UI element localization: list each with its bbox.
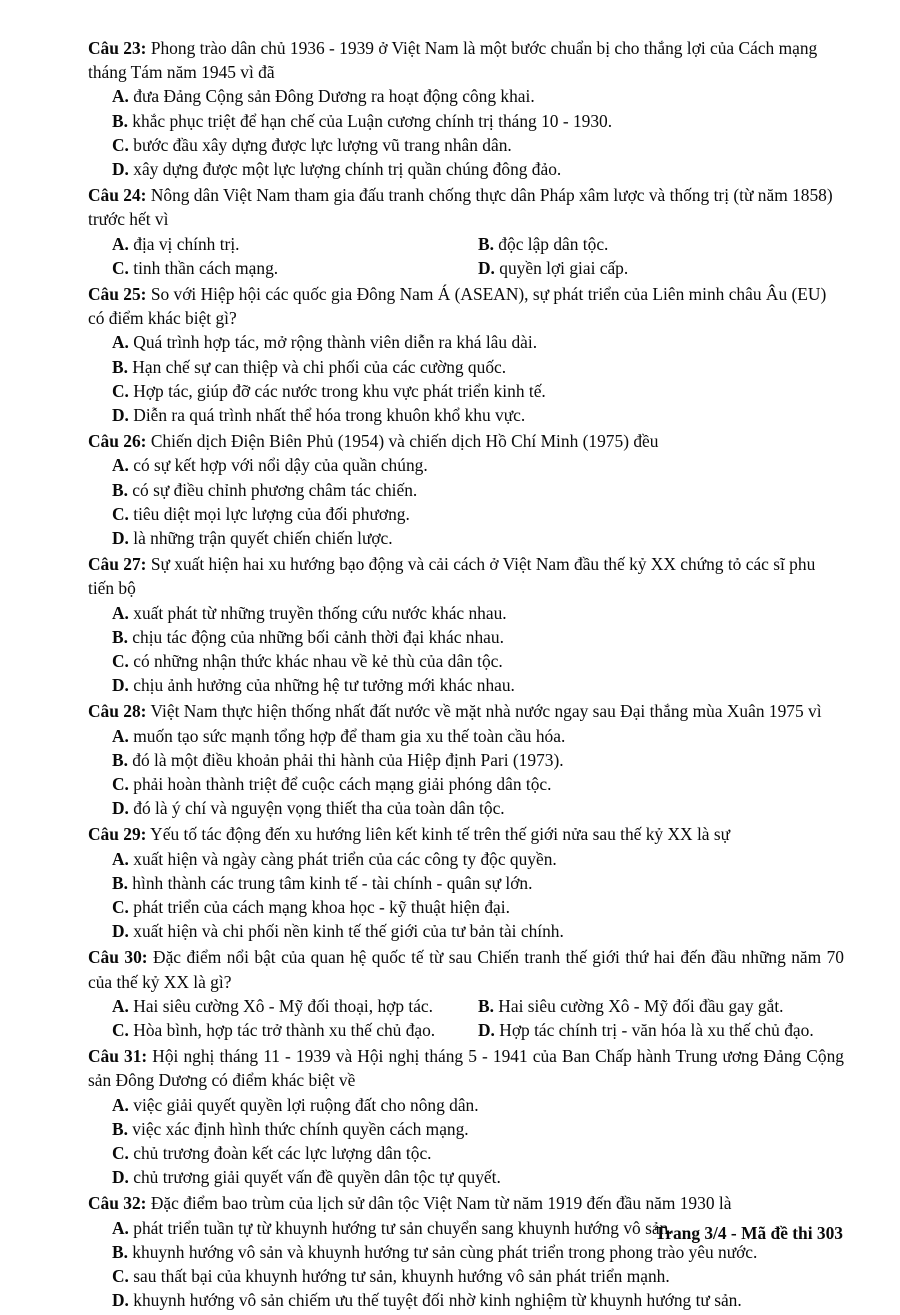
option-letter: A. [112,332,129,353]
answer-option[interactable] [112,478,844,502]
option-text: phát triển của cách mạng khoa học - kỹ thuật hiện đại. [128,897,510,918]
answer-option[interactable] [112,919,844,943]
answer-option[interactable] [112,526,844,550]
question-number: Câu 24: [88,185,147,206]
option-text: xây dựng được một lực lượng chính trị quần chúng đông đảo. [128,159,562,180]
answer-option[interactable] [112,895,844,919]
answer-option[interactable] [112,84,844,108]
option-row [88,232,844,256]
answer-option[interactable] [112,379,844,403]
option-text: việc xác định hình thức chính quyền cách mạng. [127,1118,469,1139]
option-letter: A. [112,1094,129,1115]
option-list [88,847,844,944]
question-number: Câu 25: [88,284,147,304]
option-text: chủ trương đoàn kết các lực lượng dân tộc. [128,1143,432,1164]
option-letter: C. [112,651,129,672]
question-number: Câu 27: [88,554,147,575]
question-stem [88,552,844,600]
answer-option[interactable] [112,502,844,526]
option-text: độc lập dân tộc. [493,233,609,254]
option-list [88,330,844,427]
answer-option[interactable] [112,1288,844,1312]
option-letter: C. [112,257,129,278]
page-footer: Trang 3/4 - Mã đề thi 303 [654,1223,843,1243]
option-text: khuynh hướng vô sản và khuynh hướng tư sản cùng phát triển trong phong trào yêu nước. [127,1241,758,1262]
option-text: khắc phục triệt để hạn chế của Luận cương chính trị tháng 10 - 1930. [127,110,613,131]
question-stem [88,36,844,84]
option-letter: C. [112,1266,129,1287]
option-text: Quá trình hợp tác, mở rộng thành viên diễn ra khá lâu dài. [128,332,538,353]
option-letter: D. [478,257,495,278]
option-letter: C. [112,1143,129,1164]
option-letter: C. [112,380,129,401]
answer-option[interactable] [112,232,240,256]
question-text: So với Hiệp hội các quốc gia Đông Nam Á (ASEAN), sự phát triển của Liên minh châu Âu (EU) có điểm khác biệt gì? [88,284,827,329]
option-row [88,1018,844,1042]
option-list [88,232,844,280]
question-stem [88,429,844,453]
question-number: Câu 30: [88,947,148,968]
option-text: địa vị chính trị. [128,233,240,254]
option-text: Hợp tác chính trị - văn hóa là xu thế chủ đạo. [494,1020,814,1041]
answer-option[interactable] [112,256,278,280]
option-letter: B. [112,749,128,770]
option-text: đưa Đảng Cộng sản Đông Dương ra hoạt động công khai. [128,86,535,107]
option-letter: B. [112,1241,128,1262]
option-letter: D. [112,159,129,180]
answer-option[interactable] [478,994,784,1018]
option-letter: C. [112,774,129,795]
option-letter: D. [112,921,129,942]
option-letter: D. [478,1020,495,1041]
question-text: Việt Nam thực hiện thống nhất đất nước về mặt nhà nước ngay sau Đại thắng mùa Xuân 1975 vì [146,701,822,722]
option-letter: B. [112,356,128,377]
answer-option[interactable] [112,133,844,157]
question-block [88,822,844,943]
answer-option[interactable] [112,403,844,427]
answer-option[interactable] [112,796,844,820]
option-text: chịu tác động của những bối cảnh thời đại khác nhau. [127,626,504,647]
question-block [88,552,844,697]
option-row [88,256,844,280]
option-text: tinh thần cách mạng. [128,257,279,278]
question-block [88,429,844,550]
answer-option[interactable] [112,1117,844,1141]
question-text: Đặc điểm nổi bật của quan hệ quốc tế từ sau Chiến tranh thế giới thứ hai đến đầu những năm 70 của thế kỷ XX là gì? [88,947,845,992]
question-block [88,945,844,1042]
question-number: Câu 29: [88,824,147,845]
question-block [88,1044,844,1189]
question-text: Nông dân Việt Nam tham gia đấu tranh chống thực dân Pháp xâm lược và thống trị (từ năm 1858) trước hết vì [88,185,833,230]
question-text: Đặc điểm bao trùm của lịch sử dân tộc Việt Nam từ năm 1919 đến đầu năm 1930 là [146,1193,732,1214]
answer-option[interactable] [112,453,844,477]
question-text: Sự xuất hiện hai xu hướng bạo động và cải cách ở Việt Nam đầu thế kỷ XX chứng tỏ các sĩ phu tiến bộ [88,554,816,599]
option-text: có sự kết hợp với nổi dậy của quần chúng. [128,455,428,476]
option-text: có những nhận thức khác nhau về kẻ thù của dân tộc. [128,651,503,672]
answer-option[interactable] [112,157,844,181]
option-text: tiêu diệt mọi lực lượng của đối phương. [128,503,410,524]
option-letter: C. [112,134,129,155]
option-letter: B. [478,995,494,1016]
question-stem [88,699,844,723]
answer-option[interactable] [112,724,844,748]
option-list [88,601,844,698]
option-text: là những trận quyết chiến chiến lược. [128,528,393,549]
option-text: có sự điều chỉnh phương châm tác chiến. [127,479,418,500]
question-block [88,36,844,181]
option-list [88,724,844,821]
option-letter: A. [112,995,129,1016]
question-number: Câu 32: [88,1193,147,1214]
option-text: Hai siêu cường Xô - Mỹ đối đầu gay gắt. [493,995,784,1016]
answer-option[interactable] [112,1018,435,1042]
option-letter: D. [112,675,129,696]
option-letter: A. [112,455,129,476]
question-block [88,183,844,280]
question-block [88,282,844,427]
option-text: Hợp tác, giúp đỡ các nước trong khu vực phát triển kinh tế. [128,380,546,401]
question-stem [88,282,844,330]
option-text: phải hoàn thành triệt để cuộc cách mạng giải phóng dân tộc. [128,774,552,795]
option-letter: C. [112,503,129,524]
option-text: hình thành các trung tâm kinh tế - tài chính - quân sự lớn. [127,872,533,893]
question-text: Hội nghị tháng 11 - 1939 và Hội nghị tháng 5 - 1941 của Ban Chấp hành Trung ương Đảng Cộng sản Đông Dương có điểm khác biệt về [88,1046,844,1091]
option-text: bước đầu xây dựng được lực lượng vũ trang nhân dân. [128,134,512,155]
option-letter: A. [112,86,129,107]
option-text: sau thất bại của khuynh hướng tư sản, khuynh hướng vô sản phát triển mạnh. [128,1266,670,1287]
answer-option[interactable] [112,625,844,649]
answer-option[interactable] [112,1264,844,1288]
question-stem [88,945,844,993]
option-letter: A. [112,233,129,254]
question-number: Câu 28: [88,701,147,722]
option-letter: D. [112,528,129,549]
question-number: Câu 23: [88,38,147,58]
option-letter: B. [112,872,128,893]
answer-option[interactable] [112,1141,844,1165]
option-list [88,453,844,550]
question-stem [88,822,844,846]
question-number: Câu 26: [88,431,147,452]
option-letter: C. [112,1020,129,1041]
option-text: phát triển tuần tự từ khuynh hướng tư sản chuyển sang khuynh hướng vô sản. [128,1217,673,1238]
option-letter: C. [112,897,129,918]
answer-option[interactable] [112,871,844,895]
question-stem [88,183,844,231]
answer-option[interactable] [478,256,628,280]
option-text: xuất phát từ những truyền thống cứu nước khác nhau. [128,602,507,623]
question-stem [88,1191,844,1215]
question-number: Câu 31: [88,1046,148,1067]
option-text: Hòa bình, hợp tác trở thành xu thế chủ đạo. [128,1020,436,1041]
option-text: chủ trương giải quyết vấn đề quyền dân tộc tự quyết. [128,1167,501,1188]
answer-option[interactable] [112,1165,844,1189]
option-letter: A. [112,1217,129,1238]
answer-option[interactable] [112,994,433,1018]
question-text: Yếu tố tác động đến xu hướng liên kết kinh tế trên thế giới nửa sau thế kỷ XX là sự [146,824,731,845]
option-letter: D. [112,405,129,426]
option-text: xuất hiện và chi phối nền kinh tế thế giới của tư bản tài chính. [128,921,564,942]
option-list [88,994,844,1042]
answer-option[interactable] [112,673,844,697]
answer-option[interactable] [112,748,844,772]
option-text: Hạn chế sự can thiệp và chi phối của các cường quốc. [127,356,507,377]
question-stem [88,1044,844,1092]
option-letter: A. [112,725,129,746]
option-letter: B. [112,110,128,131]
option-letter: B. [112,626,128,647]
answer-option[interactable] [478,1018,814,1042]
option-text: đó là một điều khoản phải thi hành của Hiệp định Pari (1973). [127,749,564,770]
option-text: Diễn ra quá trình nhất thể hóa trong khuôn khổ khu vực. [128,405,526,426]
option-letter: D. [112,1290,129,1311]
option-list [88,84,844,181]
answer-option[interactable] [112,649,844,673]
option-list [88,1093,844,1190]
option-text: chịu ảnh hưởng của những hệ tư tưởng mới khác nhau. [128,675,515,696]
option-letter: D. [112,798,129,819]
option-text: Hai siêu cường Xô - Mỹ đối thoại, hợp tác. [128,995,434,1016]
option-text: việc giải quyết quyền lợi ruộng đất cho nông dân. [128,1094,479,1115]
answer-option[interactable] [112,109,844,133]
question-block [88,699,844,820]
option-text: muốn tạo sức mạnh tổng hợp để tham gia xu thế toàn cầu hóa. [128,725,566,746]
answer-option[interactable] [112,355,844,379]
option-letter: D. [112,1167,129,1188]
option-row [88,994,844,1018]
question-text: Chiến dịch Điện Biên Phủ (1954) và chiến dịch Hồ Chí Minh (1975) đều [146,431,659,452]
answer-option[interactable] [112,601,844,625]
option-text: đó là ý chí và nguyện vọng thiết tha của toàn dân tộc. [128,798,505,819]
question-block [88,1191,844,1312]
option-text: khuynh hướng vô sản chiếm ưu thế tuyệt đối nhờ kinh nghiệm từ khuynh hướng tư sản. [128,1290,742,1311]
option-letter: B. [112,1118,128,1139]
option-letter: B. [112,479,128,500]
option-letter: A. [112,602,129,623]
question-text: Phong trào dân chủ 1936 - 1939 ở Việt Nam là một bước chuẩn bị cho thắng lợi của Cách mạng tháng Tám năm 1945 vì đã [88,38,818,83]
option-text: quyền lợi giai cấp. [494,257,629,278]
answer-option[interactable] [112,1093,844,1117]
question-list [88,36,844,1315]
option-letter: B. [478,233,494,254]
option-text: xuất hiện và ngày càng phát triển của các công ty độc quyền. [128,848,557,869]
answer-option[interactable] [478,232,608,256]
option-letter: A. [112,848,129,869]
answer-option[interactable] [112,330,844,354]
answer-option[interactable] [112,772,844,796]
answer-option[interactable] [112,847,844,871]
